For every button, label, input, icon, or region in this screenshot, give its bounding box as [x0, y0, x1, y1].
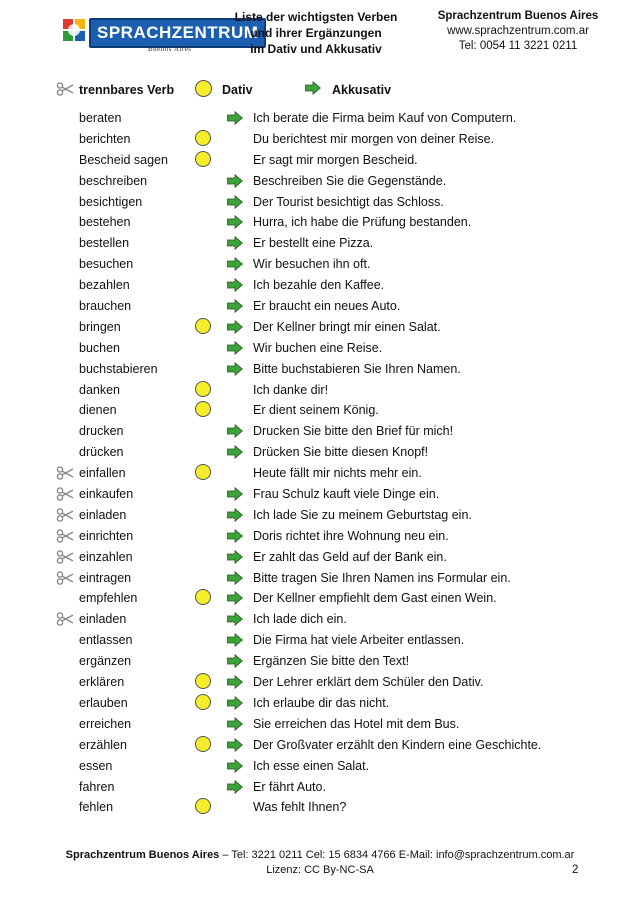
verb-row: [0, 233, 638, 254]
accusative-arrow-icon: [227, 654, 243, 668]
example-sentence: Drucken Sie bitte den Brief für mich!: [253, 424, 454, 439]
example-sentence: Frau Schulz kauft viele Dinge ein.: [253, 487, 440, 502]
verb-row: [0, 651, 638, 672]
verb-row: [0, 526, 638, 547]
verb-infinitive: dienen: [79, 403, 117, 418]
example-sentence: Der Großvater erzählt den Kindern eine Geschichte.: [253, 737, 542, 752]
title-line: und ihrer Ergänzungen: [250, 26, 382, 40]
verb-infinitive: buchen: [79, 340, 121, 355]
example-sentence: Die Firma hat viele Arbeiter entlassen.: [253, 633, 465, 648]
school-info: [418, 9, 618, 54]
dative-dot-icon: [195, 130, 211, 146]
accusative-arrow-icon: [227, 591, 243, 605]
verb-infinitive: Bescheid sagen: [79, 152, 168, 167]
verb-infinitive: entlassen: [79, 633, 133, 648]
verb-infinitive: buchstabieren: [79, 361, 158, 376]
legend-accusative-label: Akkusativ: [332, 83, 392, 97]
accusative-arrow-icon: [227, 759, 243, 773]
accusative-arrow-icon: [305, 81, 321, 95]
legend-dative-label: Dativ: [222, 83, 253, 97]
example-sentence: Bitte tragen Sie Ihren Namen ins Formular ein.: [253, 570, 511, 585]
example-sentence: Er braucht ein neues Auto.: [253, 299, 401, 314]
verb-infinitive: ergänzen: [79, 654, 132, 669]
verb-row: [0, 380, 638, 401]
verb-row: [0, 442, 638, 463]
example-sentence: Sie erreichen das Hotel mit dem Bus.: [253, 716, 460, 731]
accusative-arrow-icon: [227, 341, 243, 355]
logo: [62, 18, 259, 54]
footer-contact-line: [40, 848, 600, 863]
example-sentence: Er zahlt das Geld auf der Bank ein.: [253, 549, 447, 564]
dative-dot-icon: [195, 694, 211, 710]
verb-infinitive: einladen: [79, 612, 127, 627]
accusative-arrow-icon: [227, 612, 243, 626]
example-sentence: Drücken Sie bitte diesen Knopf!: [253, 445, 429, 460]
footer-license: Lizenz: CC By-NC-SA: [266, 864, 374, 876]
accusative-arrow-icon: [227, 215, 243, 229]
verb-row: [0, 505, 638, 526]
school-phone: Tel: 0054 11 3221 0211: [458, 40, 578, 52]
verb-row: [0, 777, 638, 798]
verb-infinitive: einrichten: [79, 528, 134, 543]
verb-row: [0, 400, 638, 421]
example-sentence: Er sagt mir morgen Bescheid.: [253, 152, 418, 167]
verb-infinitive: brauchen: [79, 299, 132, 314]
verb-row: [0, 296, 638, 317]
verb-infinitive: fehlen: [79, 800, 114, 815]
accusative-arrow-icon: [227, 738, 243, 752]
accusative-arrow-icon: [227, 174, 243, 188]
verb-row: [0, 693, 638, 714]
verb-infinitive: bestellen: [79, 236, 130, 251]
school-website[interactable]: www.sprachzentrum.com.ar: [447, 25, 589, 37]
verb-list: [0, 108, 638, 818]
legend: [56, 80, 616, 100]
verb-infinitive: drucken: [79, 424, 124, 439]
example-sentence: Du berichtest mir morgen von deiner Reise.: [253, 131, 495, 146]
example-sentence: Wir besuchen ihn oft.: [253, 257, 371, 272]
example-sentence: Der Lehrer erklärt dem Schüler den Dativ.: [253, 675, 484, 690]
accusative-arrow-icon: [227, 675, 243, 689]
example-sentence: Er dient seinem König.: [253, 403, 379, 418]
example-sentence: Hurra, ich habe die Prüfung bestanden.: [253, 215, 472, 230]
verb-infinitive: fahren: [79, 779, 115, 794]
logo-subtitle: Buenos Aires: [148, 45, 192, 53]
accusative-arrow-icon: [227, 111, 243, 125]
example-sentence: Heute fällt mir nichts mehr ein.: [253, 466, 422, 481]
accusative-arrow-icon: [227, 195, 243, 209]
verb-row: [0, 568, 638, 589]
accusative-arrow-icon: [227, 424, 243, 438]
scissors-icon: [56, 508, 74, 522]
verb-row: [0, 672, 638, 693]
scissors-icon: [56, 82, 74, 96]
dative-dot-icon: [195, 673, 211, 689]
accusative-arrow-icon: [227, 257, 243, 271]
scissors-icon: [56, 529, 74, 543]
legend-separable-label: trennbares Verb: [79, 83, 175, 97]
accusative-arrow-icon: [227, 278, 243, 292]
dative-dot-icon: [195, 464, 211, 480]
verb-infinitive: besichtigen: [79, 194, 143, 209]
footer-contact: – Tel: 3221 0211 Cel: 15 6834 4766 E-Mail: info@sprachzentrum.com.ar: [219, 849, 575, 861]
accusative-arrow-icon: [227, 529, 243, 543]
verb-row: [0, 150, 638, 171]
logo-wordmark: SPRACHZENTRUM: [89, 18, 266, 48]
verb-row: [0, 735, 638, 756]
verb-infinitive: einzahlen: [79, 549, 133, 564]
verb-infinitive: einfallen: [79, 466, 126, 481]
dative-dot-icon: [195, 736, 211, 752]
verb-row: [0, 254, 638, 275]
verb-infinitive: essen: [79, 758, 113, 773]
verb-infinitive: beraten: [79, 111, 122, 125]
verb-infinitive: bezahlen: [79, 278, 130, 293]
verb-infinitive: berichten: [79, 131, 131, 146]
scissors-icon: [56, 612, 74, 626]
verb-row: [0, 129, 638, 150]
accusative-arrow-icon: [227, 320, 243, 334]
verb-row: [0, 192, 638, 213]
accusative-arrow-icon: [227, 236, 243, 250]
scissors-icon: [56, 550, 74, 564]
verb-infinitive: drücken: [79, 445, 124, 460]
accusative-arrow-icon: [227, 362, 243, 376]
verb-row: [0, 756, 638, 777]
dative-dot-icon: [195, 151, 211, 167]
verb-row: [0, 797, 638, 818]
dative-dot-icon: [195, 589, 211, 605]
verb-infinitive: bestehen: [79, 215, 131, 230]
verb-row: [0, 421, 638, 442]
example-sentence: Bitte buchstabieren Sie Ihren Namen.: [253, 361, 461, 376]
scissors-icon: [56, 571, 74, 585]
scissors-icon: [56, 487, 74, 501]
verb-row: [0, 359, 638, 380]
verb-infinitive: erzählen: [79, 737, 127, 752]
verb-infinitive: erlauben: [79, 695, 128, 710]
dative-dot-icon: [195, 798, 211, 814]
verb-row: [0, 463, 638, 484]
document-title: [224, 9, 408, 57]
verb-row: [0, 171, 638, 192]
accusative-arrow-icon: [227, 508, 243, 522]
verb-row: [0, 609, 638, 630]
verb-infinitive: eintragen: [79, 570, 132, 585]
title-line: im Dativ und Akkusativ: [250, 42, 382, 56]
accusative-arrow-icon: [227, 487, 243, 501]
verb-row: [0, 317, 638, 338]
footer-org: Sprachzentrum Buenos Aires: [65, 849, 220, 861]
verb-infinitive: empfehlen: [79, 591, 138, 606]
verb-infinitive: erklären: [79, 675, 125, 690]
dative-dot-icon: [195, 401, 211, 417]
verb-row: [0, 338, 638, 359]
verb-row: [0, 484, 638, 505]
accusative-arrow-icon: [227, 717, 243, 731]
dative-dot-icon: [195, 381, 211, 397]
verb-row: [0, 212, 638, 233]
example-sentence: Beschreiben Sie die Gegenstände.: [253, 173, 447, 188]
accusative-arrow-icon: [227, 550, 243, 564]
page-number: 2: [572, 864, 579, 876]
verb-row: [0, 108, 638, 129]
verb-infinitive: beschreiben: [79, 173, 148, 188]
verb-infinitive: einladen: [79, 507, 127, 522]
accusative-arrow-icon: [227, 696, 243, 710]
example-sentence: Doris richtet ihre Wohnung neu ein.: [253, 528, 449, 543]
example-sentence: Der Kellner empfiehlt dem Gast einen Wein.: [253, 591, 497, 606]
example-sentence: Was fehlt Ihnen?: [253, 800, 347, 815]
verb-row: [0, 630, 638, 651]
example-sentence: Ich erlaube dir das nicht.: [253, 695, 390, 710]
dative-dot-icon: [195, 318, 211, 334]
title-line: Liste der wichtigsten Verben: [234, 10, 398, 24]
footer: [40, 848, 600, 878]
example-sentence: Ich lade dich ein.: [253, 612, 347, 627]
example-sentence: Er fährt Auto.: [253, 779, 326, 794]
example-sentence: Ich lade Sie zu meinem Geburtstag ein.: [253, 507, 472, 522]
dative-dot-icon: [195, 80, 212, 97]
example-sentence: Ich berate die Firma beim Kauf von Computern.: [253, 111, 517, 125]
example-sentence: Ich esse einen Salat.: [253, 758, 370, 773]
accusative-arrow-icon: [227, 445, 243, 459]
verb-infinitive: einkaufen: [79, 487, 134, 502]
example-sentence: Wir buchen eine Reise.: [253, 340, 383, 355]
example-sentence: Der Kellner bringt mir einen Salat.: [253, 319, 441, 334]
accusative-arrow-icon: [227, 780, 243, 794]
verb-row: [0, 714, 638, 735]
school-name: Sprachzentrum Buenos Aires: [437, 10, 599, 22]
verb-infinitive: besuchen: [79, 257, 134, 272]
example-sentence: Ich bezahle den Kaffee.: [253, 278, 385, 293]
verb-row: [0, 547, 638, 568]
globe-logo-icon: [62, 18, 86, 42]
accusative-arrow-icon: [227, 633, 243, 647]
verb-row: [0, 588, 638, 609]
example-sentence: Ich danke dir!: [253, 382, 329, 397]
verb-infinitive: erreichen: [79, 716, 132, 731]
accusative-arrow-icon: [227, 571, 243, 585]
example-sentence: Er bestellt eine Pizza.: [253, 236, 374, 251]
example-sentence: Der Tourist besichtigt das Schloss.: [253, 194, 444, 209]
scissors-icon: [56, 466, 74, 480]
verb-row: [0, 275, 638, 296]
verb-infinitive: danken: [79, 382, 121, 397]
example-sentence: Ergänzen Sie bitte den Text!: [253, 654, 410, 669]
verb-infinitive: bringen: [79, 319, 121, 334]
accusative-arrow-icon: [227, 299, 243, 313]
